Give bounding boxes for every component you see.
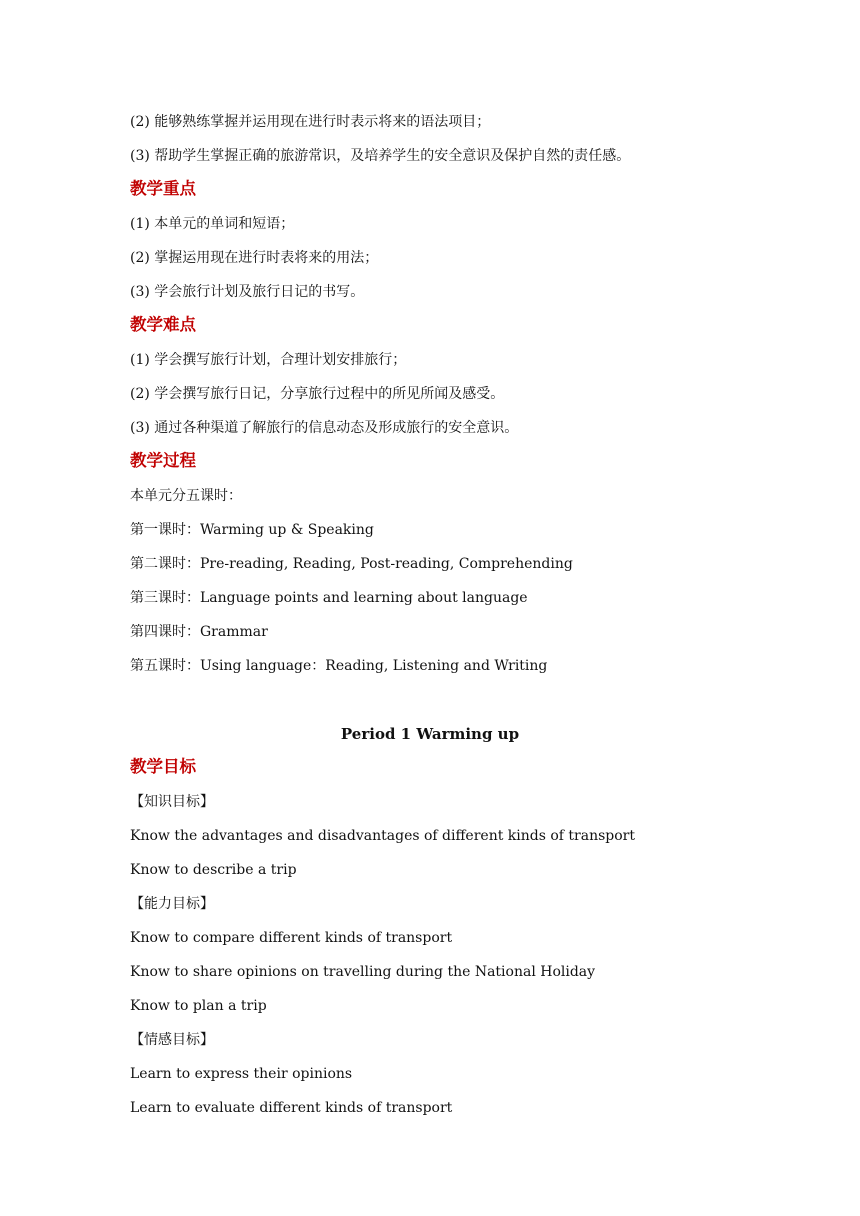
period-list-item: 第三课时：Language points and learning about language <box>130 590 528 606</box>
knowledge-goal-label: 【知识目标】 <box>130 794 214 810</box>
key-point-item: (2) 掌握运用现在进行时表将来的用法； <box>130 250 379 266</box>
period-list-item: 第五课时：Using language：Reading, Listening and Writing <box>130 658 548 674</box>
objective-item: (2) 能够熟练掌握并运用现在进行时表示将来的语法项目； <box>130 114 491 130</box>
period-title: Period 1 Warming up <box>340 725 520 743</box>
emotion-goal-item: Learn to evaluate different kinds of transport <box>130 1100 453 1116</box>
period-list-item: 第四课时：Grammar <box>130 624 268 640</box>
section-heading-difficulties: 教学难点 <box>130 315 196 334</box>
ability-goal-label: 【能力目标】 <box>130 896 214 912</box>
difficulty-item: (1) 学会撰写旅行计划，合理计划安排旅行； <box>130 352 407 368</box>
ability-goal-item: Know to plan a trip <box>130 998 267 1014</box>
key-point-item: (3) 学会旅行计划及旅行日记的书写。 <box>130 284 365 300</box>
key-point-item: (1) 本单元的单词和短语； <box>130 216 295 232</box>
difficulty-item: (3) 通过各种渠道了解旅行的信息动态及形成旅行的安全意识。 <box>130 420 519 436</box>
process-intro: 本单元分五课时： <box>130 488 242 504</box>
difficulty-item: (2) 学会撰写旅行日记，分享旅行过程中的所见所闻及感受。 <box>130 386 505 402</box>
document-page <box>130 108 730 1128</box>
spacer <box>130 686 730 720</box>
period-list-item: 第一课时：Warming up & Speaking <box>130 522 374 538</box>
section-heading-key-points: 教学重点 <box>130 179 196 198</box>
objective-item: (3) 帮助学生掌握正确的旅游常识，及培养学生的安全意识及保护自然的责任感。 <box>130 148 631 164</box>
ability-goal-item: Know to compare different kinds of transport <box>130 930 453 946</box>
ability-goal-item: Know to share opinions on travelling during the National Holiday <box>130 964 596 980</box>
emotion-goal-label: 【情感目标】 <box>130 1032 214 1048</box>
section-heading-process: 教学过程 <box>130 451 196 470</box>
knowledge-goal-item: Know to describe a trip <box>130 862 297 878</box>
emotion-goal-item: Learn to express their opinions <box>130 1066 353 1082</box>
section-heading-goals: 教学目标 <box>130 757 196 776</box>
knowledge-goal-item: Know the advantages and disadvantages of different kinds of transport <box>130 828 635 844</box>
period-list-item: 第二课时：Pre-reading, Reading, Post-reading, Comprehending <box>130 556 573 572</box>
